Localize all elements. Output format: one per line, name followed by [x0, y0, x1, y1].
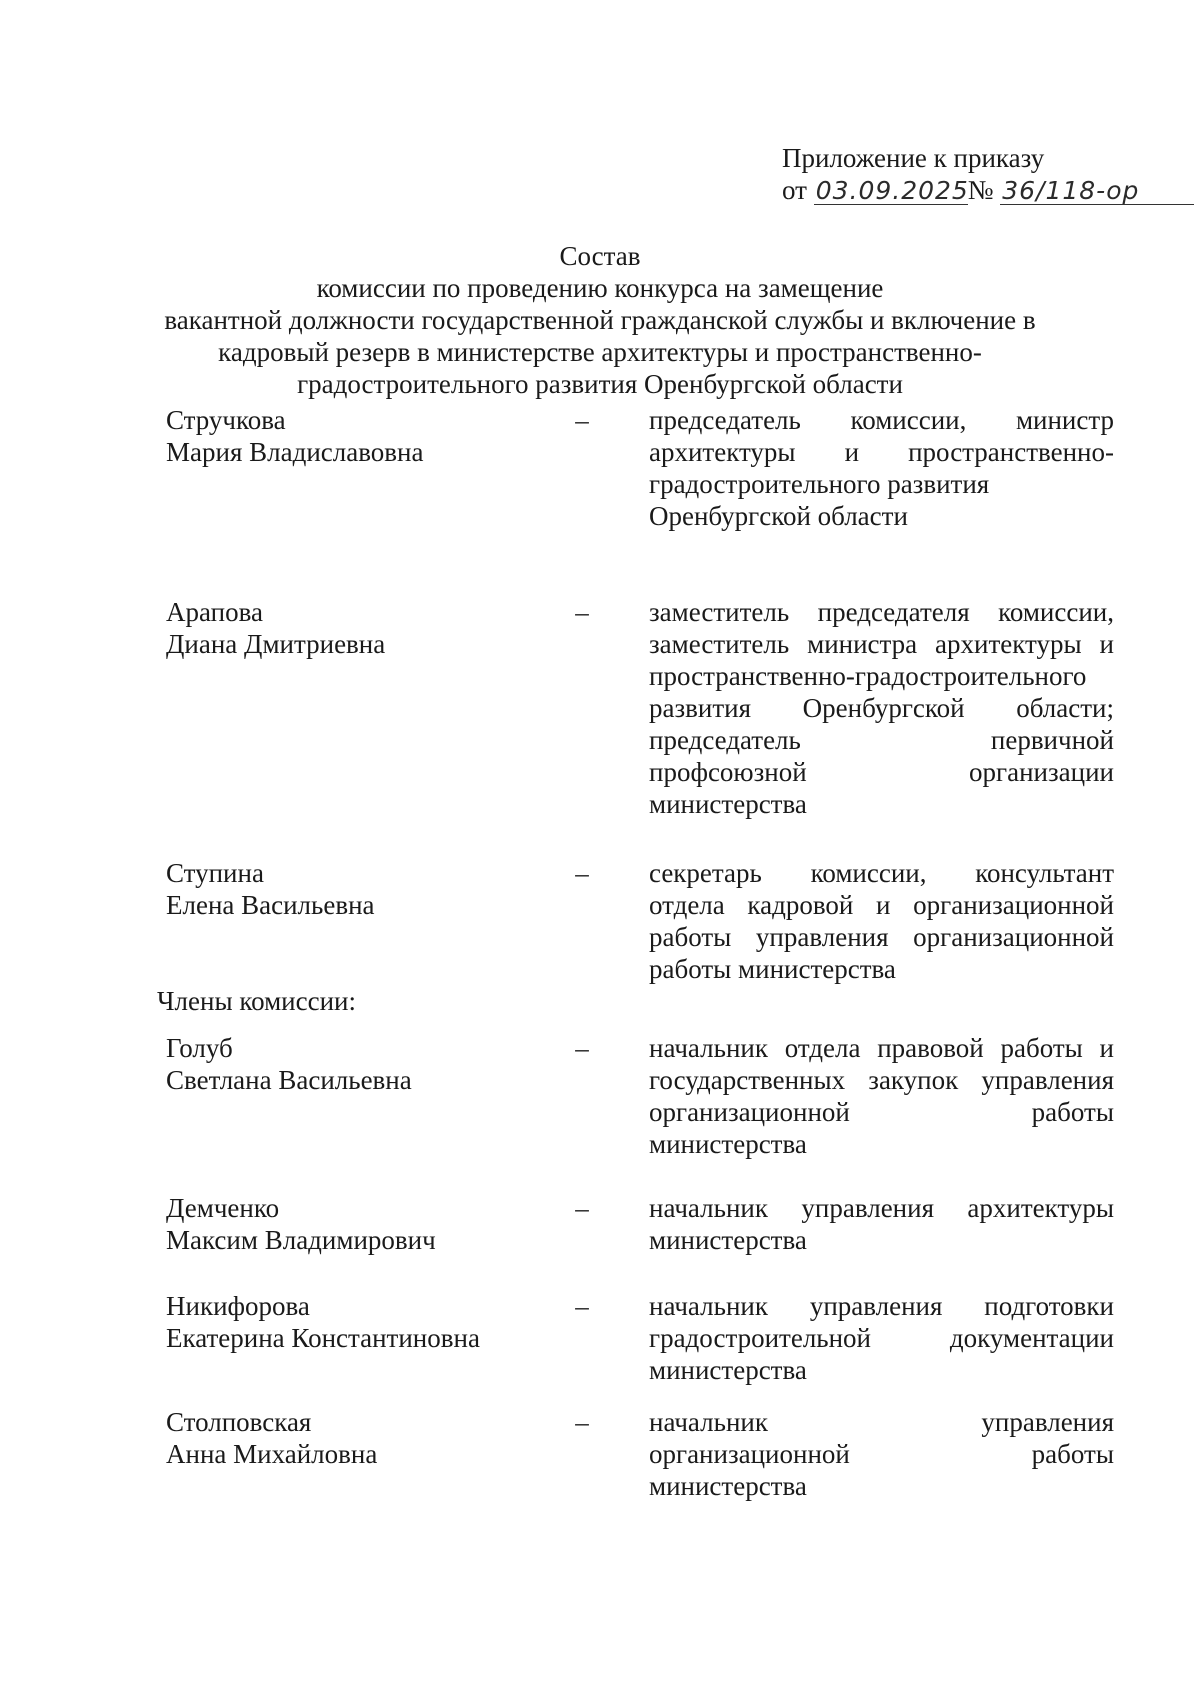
member-role	[649, 857, 1114, 985]
role-line: министерства	[649, 1471, 807, 1501]
member-given-names: Анна Михайловна	[166, 1439, 378, 1469]
member-name	[166, 1192, 586, 1256]
appendix-line: Приложение к приказу	[782, 143, 1045, 173]
role-line: пространственно-градостроительного	[649, 661, 1087, 691]
member-role	[649, 404, 1114, 532]
member-name	[166, 1032, 586, 1096]
role-line: министерства	[649, 1355, 807, 1385]
member-surname: Никифорова	[166, 1291, 310, 1321]
role-line: заместитель министра архитектуры и	[649, 629, 1114, 659]
member-surname: Голуб	[166, 1033, 233, 1063]
member-role	[649, 596, 1114, 820]
member-surname: Ступина	[166, 858, 264, 888]
role-line: начальник отдела правовой работы и	[649, 1033, 1114, 1063]
separator-dash: –	[575, 597, 589, 627]
role-line: начальник управления подготовки	[649, 1291, 1114, 1321]
member-surname: Арапова	[166, 597, 263, 627]
separator-dash: –	[575, 1193, 589, 1223]
role-line: председатель комиссии, министр	[649, 405, 1114, 435]
role-line: государственных закупок управления	[649, 1065, 1114, 1095]
role-line: архитектуры и пространственно-	[649, 437, 1114, 467]
member-surname: Стручкова	[166, 405, 286, 435]
role-line: развития Оренбургской области;	[649, 693, 1114, 723]
title-line: комиссии по проведению конкурса на замещение	[316, 273, 884, 303]
separator-dash: –	[575, 1033, 589, 1063]
member-name	[166, 1290, 586, 1354]
member-role	[649, 1290, 1114, 1386]
member-given-names: Светлана Васильевна	[166, 1065, 412, 1095]
role-line: министерства	[649, 1225, 807, 1255]
member-given-names: Елена Васильевна	[166, 890, 375, 920]
role-line: секретарь комиссии, консультант	[649, 858, 1114, 888]
role-line: начальник управления	[649, 1407, 1114, 1437]
handwritten-date: 03.09.2025	[815, 176, 969, 205]
role-line: заместитель председателя комиссии,	[649, 597, 1114, 627]
member-given-names: Екатерина Константиновна	[166, 1323, 480, 1353]
title-line: градостроительного развития Оренбургской области	[297, 369, 903, 399]
role-line: министерства	[649, 1129, 807, 1159]
number-sign: №	[967, 175, 994, 205]
member-name	[166, 1406, 586, 1470]
role-line: министерства	[649, 789, 807, 819]
member-given-names: Мария Владиславовна	[166, 437, 424, 467]
handwritten-order-number: 36/118-ор	[1000, 178, 1194, 205]
member-name	[166, 857, 586, 921]
role-line: организационной работы	[649, 1439, 1114, 1469]
role-line: Оренбургской области	[649, 501, 908, 531]
role-line: градостроительного развития	[649, 469, 990, 499]
role-line: начальник управления архитектуры	[649, 1193, 1114, 1223]
role-line: организационной работы	[649, 1097, 1114, 1127]
separator-dash: –	[575, 1407, 589, 1437]
member-surname: Столповская	[166, 1407, 312, 1437]
member-surname: Демченко	[166, 1193, 280, 1223]
role-line: работы министерства	[649, 954, 896, 984]
separator-dash: –	[575, 1291, 589, 1321]
member-name	[166, 596, 586, 660]
from-prefix: от	[782, 175, 807, 205]
title-line: вакантной должности государственной гражданской службы и включение в	[164, 305, 1036, 335]
member-given-names: Диана Дмитриевна	[166, 629, 386, 659]
separator-dash: –	[575, 405, 589, 435]
document-title	[100, 240, 1100, 400]
member-given-names: Максим Владимирович	[166, 1225, 436, 1255]
member-name	[166, 404, 586, 468]
appendix-reference	[782, 142, 1194, 208]
title-line: Состав	[559, 241, 641, 271]
member-role	[649, 1406, 1114, 1502]
role-line: отдела кадровой и организационной	[649, 890, 1114, 920]
role-line: градостроительной документации	[649, 1323, 1114, 1353]
role-line: председатель первичной	[649, 725, 1114, 755]
order-reference	[782, 174, 1194, 208]
members-section-label: Члены комиссии:	[157, 986, 356, 1016]
title-line: кадровый резерв в министерстве архитектуры и пространственно-	[218, 337, 982, 367]
separator-dash: –	[575, 858, 589, 888]
role-line: профсоюзной организации	[649, 757, 1114, 787]
role-line: работы управления организационной	[649, 922, 1114, 952]
member-role	[649, 1192, 1114, 1256]
member-role	[649, 1032, 1114, 1160]
